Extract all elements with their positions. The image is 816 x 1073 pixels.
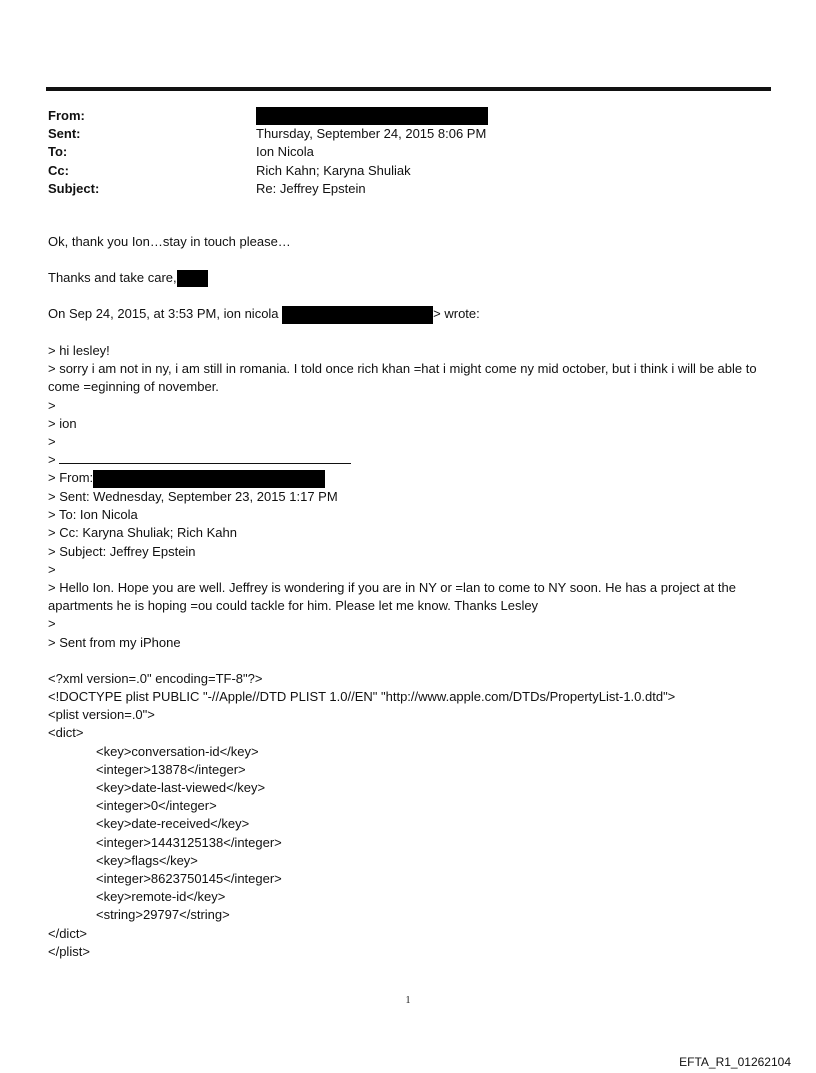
sent-value: Thursday, September 24, 2015 8:06 PM — [256, 126, 487, 142]
cc-value: Rich Kahn; Karyna Shuliak — [256, 162, 411, 178]
quote-from-line — [48, 469, 766, 488]
quote-line: > — [48, 433, 56, 449]
subject-value: Re: Jeffrey Epstein — [256, 180, 366, 196]
subject-row — [48, 180, 488, 198]
quote-line: > Cc: Karyna Shuliak; Rich Kahn — [48, 525, 237, 541]
attribution-suffix: > wrote: — [433, 306, 480, 322]
xml-line: <key>date-last-viewed</key> — [96, 780, 266, 795]
from-row — [48, 107, 488, 125]
signoff-line — [48, 269, 766, 287]
xml-line: <key>conversation-id</key> — [96, 743, 259, 759]
sent-row — [48, 125, 488, 143]
redaction-from — [256, 107, 488, 125]
attribution-prefix: On Sep 24, 2015, at 3:53 PM, ion nicola — [48, 306, 283, 322]
quote-line: > — [48, 397, 56, 413]
quote-line: > Hello Ion. Hope you are well. Jeffrey is wondering if you are in NY or =lan to come to NY soon. He has a project at the apartments he is hoping =ou could tackle for him. Please let me know. Thanks Lesley — [48, 579, 736, 614]
xml-line: </dict> — [48, 925, 88, 941]
separator-prefix: > — [48, 452, 60, 468]
xml-line: <string>29797</string> — [96, 907, 230, 923]
xml-line: <integer>0</integer> — [96, 798, 217, 814]
signoff-text: Thanks and take care, — [48, 270, 177, 286]
quote-line: > To: Ion Nicola — [48, 507, 138, 523]
xml-line: <dict> — [48, 725, 84, 741]
quote-line: > ion — [48, 415, 77, 431]
to-row — [48, 143, 488, 161]
email-header — [48, 107, 488, 198]
separator-underline — [59, 451, 351, 464]
quote-line: > — [48, 561, 56, 577]
quote-line: > hi lesley! — [48, 342, 110, 358]
redaction-quote-from — [93, 470, 325, 488]
xml-line: <integer>1443125138</integer> — [96, 834, 282, 850]
xml-line: <integer>13878</integer> — [96, 761, 246, 777]
document-id: EFTA_R1_01262104 — [679, 1055, 791, 1069]
page-number: 1 — [405, 995, 411, 1006]
quote-separator — [48, 451, 766, 469]
header-rule — [46, 87, 771, 91]
xml-line: <key>remote-id</key> — [96, 889, 226, 905]
xml-line: <key>date-received</key> — [96, 816, 250, 832]
sent-label: Sent: — [48, 126, 81, 142]
quote-line: > Sent from my iPhone — [48, 634, 181, 650]
cc-label: Cc: — [48, 162, 69, 178]
subject-label: Subject: — [48, 180, 100, 196]
redaction-signature — [177, 270, 208, 287]
xml-line: <!DOCTYPE plist PUBLIC "-//Apple//DTD PLIST 1.0//EN" "http://www.apple.com/DTDs/PropertyList-1.0.dtd"> — [48, 688, 676, 704]
xml-line: <?xml version=.0" encoding=TF-8"?> — [48, 670, 263, 686]
quote-line: > — [48, 616, 56, 632]
to-value: Ion Nicola — [256, 144, 314, 160]
xml-line: <integer>8623750145</integer> — [96, 871, 282, 887]
quote-attribution — [48, 305, 766, 324]
quote-line: > Sent: Wednesday, September 23, 2015 1:17 PM — [48, 488, 338, 504]
xml-line: <key>flags</key> — [96, 852, 198, 868]
xml-line: <plist version=.0"> — [48, 707, 155, 723]
redaction-email — [282, 306, 433, 324]
email-body — [48, 233, 766, 961]
xml-line: </plist> — [48, 943, 90, 959]
cc-row — [48, 162, 488, 180]
to-label: To: — [48, 144, 68, 160]
from-label: From: — [48, 108, 85, 123]
quote-from-label: > From: — [48, 470, 94, 486]
quote-line: > Subject: Jeffrey Epstein — [48, 543, 196, 559]
quote-line: > sorry i am not in ny, i am still in romania. I told once rich khan =hat i might come ny mid october, but i think i will be able to come =eginning of november. — [48, 361, 757, 395]
reply-line: Ok, thank you Ion…stay in touch please… — [48, 234, 291, 249]
